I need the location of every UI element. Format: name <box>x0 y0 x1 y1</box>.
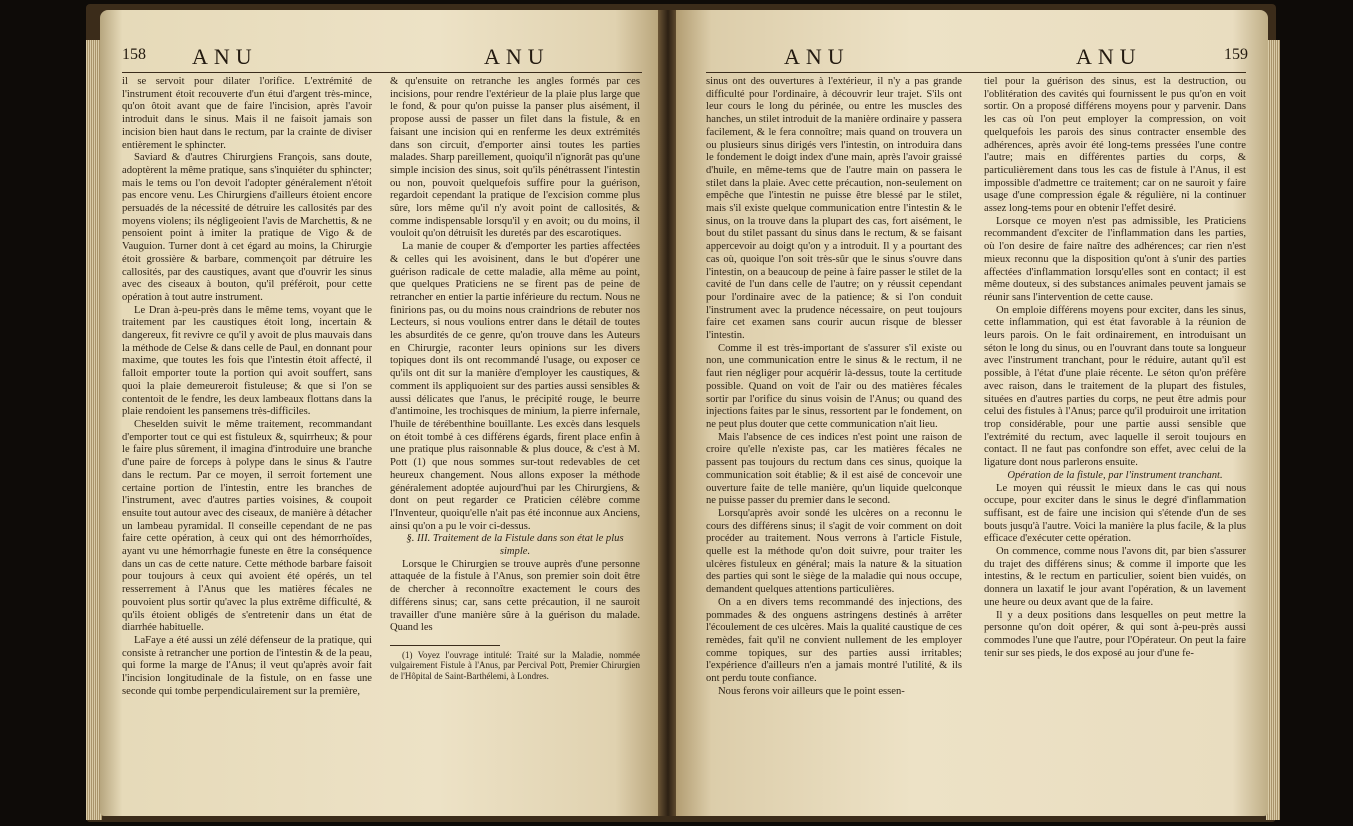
paragraph: Mais l'absence de ces indices n'est point une raison de croire qu'elle n'existe pas, car les matières fécales ne passent pas toujours du rectum dans ces sinus, quoique la communication soit établie; & il est aisé de concevoir une ouverture faite de telle manière, qu'un liquide quelconque ne puisse passer du premier dans le second. <box>706 431 962 507</box>
footnote: (1) Voyez l'ouvrage intitulé: Traité sur la Maladie, nommée vulgairement Fistule à l'Anus, par Percival Pott, Premier Chirurgien de l'Hôpital de Saint-Barthélemi, à Londres. <box>390 649 640 681</box>
paragraph: Lorsque le Chirurgien se trouve auprès d'une personne attaquée de la fistule à l'Anus, son premier soin doit être de chercher à reconnoître exactement le cours des différens sinus; car, sans cette précaution, il ne sauroit travailler d'une manière sûre à la guérison du malade. Quand les <box>390 558 640 634</box>
header-rule <box>122 72 642 73</box>
running-head: ANU <box>192 44 258 69</box>
book-gutter <box>658 10 678 816</box>
page-number: 159 <box>1224 46 1248 63</box>
paragraph: Lorsque ce moyen n'est pas admissible, les Praticiens recommandent d'exciter de l'inflammation dans les parties, où l'on desire de faire naître des adhérences; car rien n'est mieux reconnu que la disposition qu'ont à s'unir des parties affectées d'inflammation lorsqu'elles sont en contact; il est même douteux, si des substances animales peuvent jamais se réunir sans l'intervention de cette cause. <box>984 215 1246 303</box>
text-column-1 <box>122 76 372 698</box>
paragraph: sinus ont des ouvertures à l'extérieur, il n'y a pas grande difficulté pour l'ordinaire, à découvrir leur trajet. S'ils ont leur cours le long du périnée, ou entre les muscles des hanches, un stilet introduit de la manière ordinaire y passera facilement, & le fera connoître; mais quand on trouvera un ou plusieurs sinus dirigés vers l'intestin, on introduira dans le fondement le doigt index d'une main, après l'avoir graissé d'huile, en même-tems que de l'autre main on passera le stilet dans la plaie. Avec cette précaution, non-seulement on empêche que l'intestin ne puisse être blessé par le stilet, mais s'il existe quelque communication entre l'intestin & le sinus, on la trouve dans la plupart des cas, fort aisément, le bout du stilet passant du sinus dans le rectum, & se faisant appercevoir au doigt qu'on y a introduit. Il y a pourtant des cas où, quoique l'on soit très-sûr que le sinus s'ouvre dans l'intestin, on a beaucoup de peine à faire passer le stilet de la cavité de l'un dans celle de l'autre; on y réussit cependant pour l'ordinaire avec de la patience; & si l'on conduit l'instrument avec la prudence nécessaire, on peut toujours faire cet examen sans courir aucun risque de blesser l'intestin. <box>706 76 962 342</box>
paragraph: On emploie différens moyens pour exciter, dans les sinus, cette inflammation, qui est état favorable à la réunion de leurs parois. On le fait ordinairement, en introduisant un séton le long du sinus, ou en l'ouvrant dans toute sa longueur avec l'instrument tranchant, pour le réduire, autant qu'il est possible, à l'état d'une plaie récente. Le séton qu'on préfère avec raison, dans le traitement de la plupart des fistules, situées en d'autres parties du corps, ne peut être admis pour celui des fistules à l'Anus; parce qu'il produiroit une irritation trop considérable, pour une partie aussi sensible que l'extrémité du rectum, avec laquelle il seroit toujours en contact. Il ne faut pas confondre son effet, avec celui de la ligature dont nous parlerons ensuite. <box>984 304 1246 469</box>
paragraph: il se servoit pour dilater l'orifice. L'extrémité de l'instrument étoit recouverte d'un étui d'argent très-mince, qu'on ôtoit avant que de faire l'incision, après l'avoir introduit dans le sinus. Mais il ne faisoit jamais son incision bien haut dans le rectum, par la crainte de diviser entièrement le sphincter. <box>122 76 372 151</box>
right-page <box>676 10 1268 816</box>
left-page <box>100 10 660 816</box>
page-edges-right <box>1266 40 1280 820</box>
running-head: ANU <box>784 44 850 69</box>
text-column-2 <box>390 76 640 681</box>
paragraph: On commence, comme nous l'avons dit, par bien s'assurer du trajet des différens sinus; & comme il importe que les intestins, & le rectum en particulier, soient bien vuidés, on donnera un laxatif le jour avant l'opération, & un lavement une heure ou deux avant que de la faire. <box>984 546 1246 608</box>
paragraph: Cheselden suivit le même traitement, recommandant d'emporter tout ce qui est fistuleux &, squirrheux; & pour le faire plus sûrement, il imagina d'introduire une branche d'une paire de forceps à polype dans le sinus & l'autre dans le rectum. Par ce moyen, il serroit fortement une certaine portion de l'intestin, entre les branches de l'instrument, avec d'autres parties voisines, & coupoit ensuite tout autour avec des ciseaux, de manière à détacher un lambeau pyramidal. Il conseille cependant de ne pas faire cette opération, à ceux qui ont des hémorrhoïdes, ayant vu une hémorrhagie funeste en être la conséquence dans un cas de cette nature. Cette méthode barbare faisoit pour toujours à ceux qui avoient été opérés, un tel resserrement à l'Anus que les matières fécales ne pouvoient plus sortir qu'avec la plus extrême difficulté, & qu'ils étoient obligés de s'entretenir dans un état de diarrhée habituelle. <box>122 418 373 634</box>
paragraph: On a en divers tems recommandé des injections, des pommades & des onguens astringens destinés à arrêter l'écoulement de ces ulcères. Mais la qualité caustique de ces remèdes, fait qu'il ne convient nullement de les employer comme topiques, sur des parties aussi irritables; l'expérience d'ailleurs n'en a jamais montré l'utilité, & ils ont perdu toute confiance. <box>706 596 962 685</box>
paragraph: La manie de couper & d'emporter les parties affectées & celles qui les avoisinent, dans le but d'opérer une guérison radicale de cette maladie, alla même au point, que quelques Praticiens ne se firent pas de peine de retrancher en entier la partie inférieure du rectum. Nous ne finirions pas, ou du moins nous craindrions de rebuter nos Lecteurs, si nous voulions entrer dans le détail de toutes les absurdités de ce genre, qu'on trouve dans les Auteurs en Chirurgie, raconter leurs opinions sur les divers topiques dont ils ont recommandé l'usage, ou exposer ce qu'ils ont dit sur la manière d'employer les caustiques, & comment ils appliquoient sur des parties aussi sensibles & aussi délicates que l'anus, le précipité rouge, le beurre d'antimoine, les trochisques de minium, la pierre infernale, l'huile de térébenthine bouillante. Les excès dans lesquels on étoit tombé à ces différens égards, firent place enfin à une pratique plus raisonnable & plus douce, & c'est à M. Pott (1) que nous sommes sur-tout redevables de cet heureux changement. Nous allons exposer la méthode généralement adoptée aujourd'hui par les Chirurgiens, & dont on peut regarder ce Praticien célèbre comme l'Inventeur, quoiqu'elle n'ait pas été inconnue aux Anciens, ainsi qu'on a pu le voir ci-dessus. <box>390 241 640 532</box>
page-number: 158 <box>122 46 146 63</box>
paragraph: LaFaye a été aussi un zélé défenseur de la pratique, qui consiste à retrancher une portion de l'intestin & de la peau, qui forme la marge de l'Anus; il veut qu'après avoir fait l'incision longitudinale de la fistule, on en fasse une seconde qui tombe perpendiculairement sur la première, <box>122 634 372 697</box>
paragraph: Lorsqu'après avoir sondé les ulcères on a reconnu le cours des différens sinus; il s'agit de voir comment on doit procéder au traitement. Nous verrons à l'article Fistule, quelle est la méthode qu'on doit suivre, pour traiter les ulcères fistuleux en général; mais la nature & la situation des parties qui sont le siège de la maladie qui nous occupe, demandent quelques attentions particulières. <box>706 507 962 596</box>
header-rule <box>706 72 1246 73</box>
text-column-1 <box>706 76 962 698</box>
paragraph: tiel pour la guérison des sinus, est la destruction, ou l'oblitération des cavités qui fournissent le pus qu'on en voit sortir. On a proposé différens moyens pour y parvenir. Dans les cas où l'on peut employer la compression, on voit quelquefois les parois des sinus contracter ensemble des adhérences, après avoir été long-tems pressées l'une contre l'autre; mais en différentes parties du corps, & particulièrement dans tous les cas de fistule à l'Anus, il est impossible d'admettre ce traitement; car on ne sauroit y faire usage d'une compression égale & régulière, ni la continuer assez long-tems pour en obtenir l'effet desiré. <box>984 76 1246 215</box>
paragraph: Il y a deux positions dans lesquelles on peut mettre la personne qu'on doit opérer, & qui sont à-peu-près aussi commodes l'une que l'autre, pour l'Opérateur. On peut la faire tenir sur ses pieds, le dos exposé au jour d'une fe- <box>984 609 1246 659</box>
paragraph: Nous ferons voir ailleurs que le point essen- <box>718 685 905 697</box>
paragraph: Le Dran à-peu-près dans le même tems, voyant que le traitement par les caustiques étoit long, incertain & dangereux, fit revivre ce qu'il y avoit de plus mauvais dans la méthode de Celse & dans celle de Paul, en donnant pour maxime, que toutes les fois que l'intestin étoit affecté, il falloit emporter toute la portion qui avoit souffert, sans quoi la plaie demeureroit fistuleuse; & que si l'on se contentoit de le fendre, les deux lambeaux flottans dans la plaie rendoient les pansemens très-difficiles. <box>122 304 372 418</box>
running-head: ANU <box>1076 44 1142 69</box>
paragraph: Le moyen qui réussit le mieux dans le cas qui nous occupe, pour exciter dans le sinus le degré d'inflammation suffisant, est de faire une incision qui s'étende d'un de ses bouts jusqu'à l'autre. Voici la manière la plus facile, & la plus efficace d'exécuter cette opération. <box>984 482 1246 545</box>
section-title: §. III. Traitement de la Fistule dans son état le plus simple. <box>406 533 624 558</box>
text-column-2 <box>984 76 1246 660</box>
footnote-rule <box>390 645 500 646</box>
running-head: ANU <box>484 44 550 69</box>
paragraph: Saviard & d'autres Chirurgiens François, sans doute, adoptèrent la même pratique, sans s'inquiéter du sphincter; mais le tems ou l'on devoit l'adopter généralement n'étoit pas encore venu. Les Chirurgiens d'ailleurs étoient encore persuadés de la nécessité de détruire les callosités par des moyens violens; ils négligeoient l'avis de Marchettis, & ne pensoient point à imiter la pratique de Vigo & de Vauguion. Turner dont à cet égard au moins, la Chirurgie étoit grossière & barbare, commençoit par détruire les callosités, par des caustiques, avant que d'ouvrir les sinus avec des ciseaux à bouton, qu'il préféroit, pour cette opération à tout autre instrument. <box>122 152 372 303</box>
section-title: Opération de la fistule, par l'instrument tranchant. <box>1007 469 1223 481</box>
paragraph: & qu'ensuite on retranche les angles formés par ces incisions, pour rendre l'extérieur de la plaie plus large que le fond, & pour qu'on puisse la panser plus aisément, il propose aussi de passer un filet dans la fistule, & en faisant une incision qui en renferme les deux extrémités dans son circuit, d'emporter ainsi toutes les parties malades. Sharp pareillement, quoiqu'il n'ignorât pas qu'une simple incision des sinus, soit qu'ils pénétrassent l'intestin ou non, pouvoit quelquefois suffire pour la guérison, regardoit cependant la pratique de l'excision comme plus sûre, lors même qu'il n'y avoit point de callosités, & comme indispensable lorsqu'il y en avoit; ou du moins, il vouloit qu'on détruisît les duretés par des escarotiques. <box>390 76 640 240</box>
paragraph: Comme il est très-important de s'assurer s'il existe ou non, une communication entre le sinus & le rectum, il ne faut rien négliger pour acquérir là-dessus, toute la certitude possible. Quand on voit de l'air ou des matières fécales sortir par l'orifice du sinus voisin de l'Anus; ou quand des injections faites par le sinus, ressortent par le fondement, on ne peut plus douter que cette communication n'ait lieu. <box>706 342 962 430</box>
